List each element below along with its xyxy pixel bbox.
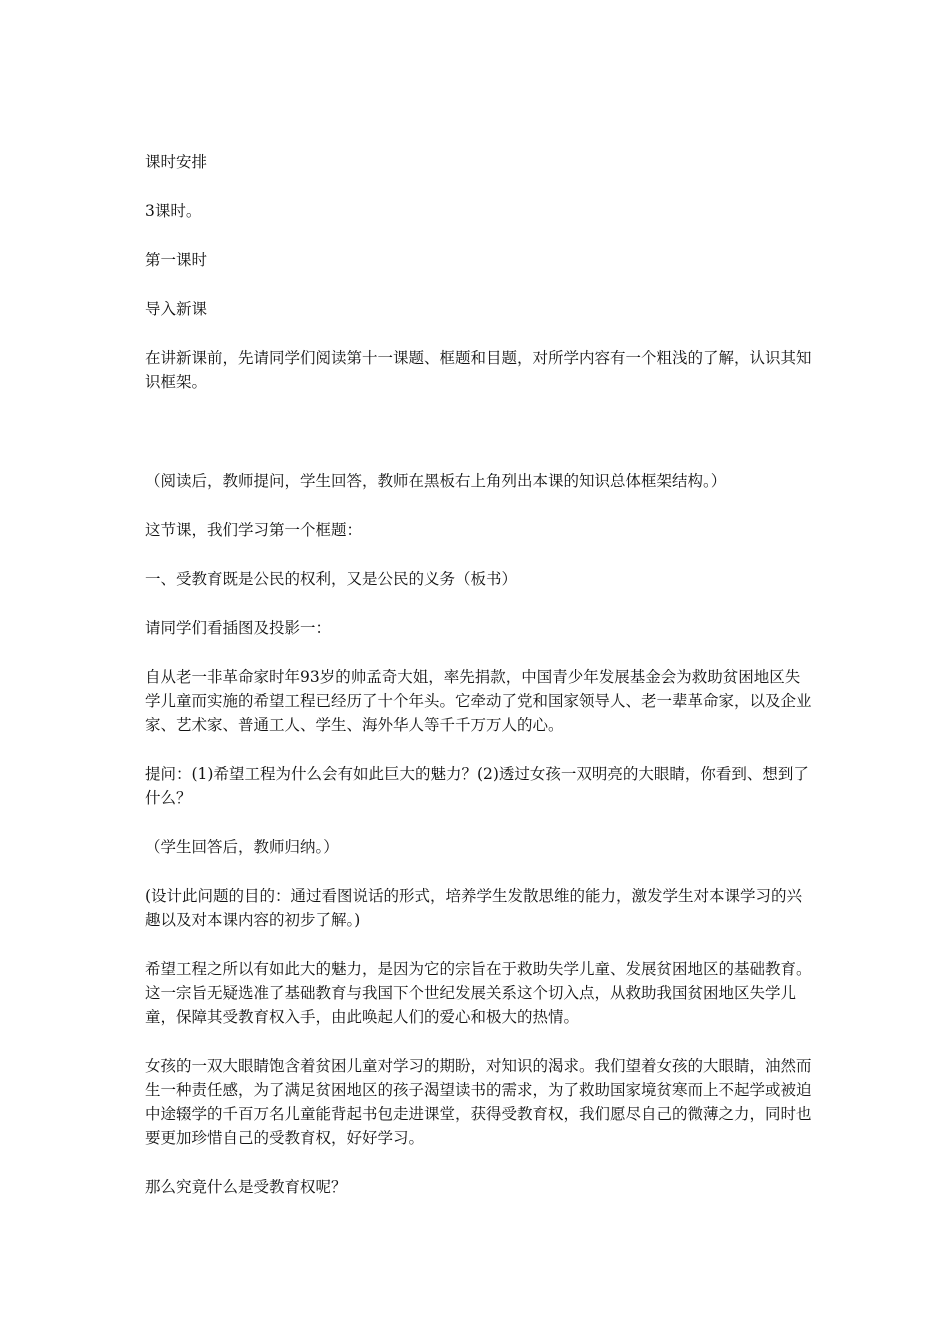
paragraph-intro: 在讲新课前，先请同学们阅读第十一课题、框题和目题，对所学内容有一个粗浅的了解，认识其知识框架。 (145, 349, 812, 391)
blank-spacer (145, 419, 813, 469)
paragraph-hours: 3课时。 (145, 202, 202, 220)
paragraph-reading-note: （阅读后，教师提问，学生回答，教师在黑板右上角列出本课的知识总体框架结构。） (145, 472, 727, 490)
paragraph-teacher-summary: （学生回答后，教师归纳。） (145, 838, 339, 856)
paragraph-questions: 提问：(1)希望工程为什么会有如此巨大的魅力？(2)透过女孩一双明亮的大眼睛，你看到、想到了什么？ (145, 765, 809, 807)
paragraph-hope-charm: 希望工程之所以有如此大的魅力，是因为它的宗旨在于救助失学儿童、发展贫困地区的基础教育。这一宗旨无疑选准了基础教育与我国下个世纪发展关系这个切入点，从救助我国贫困地区失学儿童，保障其受教育权入手，由此唤起人们的爱心和极大的热情。 (145, 960, 812, 1026)
paragraph-girl-eyes: 女孩的一双大眼睛饱含着贫困儿童对学习的期盼，对知识的渴求。我们望着女孩的大眼睛，油然而生一种责任感，为了满足贫困地区的孩子渴望读书的需求，为了救助国家境贫寒而上不起学或被迫中途辍学的千百万名儿童能背起书包走进课堂，获得受教育权，我们愿尽自己的微薄之力，同时也要更加珍惜自己的受教育权，好好学习。 (145, 1057, 812, 1147)
section-heading-schedule: 课时安排 (145, 153, 208, 171)
paragraph-this-lesson: 这节课，我们学习第一个框题： (145, 521, 363, 539)
section-heading-first-lesson: 第一课时 (145, 251, 208, 269)
document-body (145, 150, 813, 1224)
section-heading-intro: 导入新课 (145, 300, 208, 318)
paragraph-look-illustration: 请同学们看插图及投影一： (145, 619, 332, 637)
paragraph-design-purpose: (设计此问题的目的：通过看图说话的形式，培养学生发散思维的能力，激发学生对本课学习的兴趣以及对本课内容的初步了解。) (145, 887, 803, 929)
paragraph-frame-title: 一、受教育既是公民的权利，又是公民的义务（板书） (145, 570, 518, 588)
paragraph-closing-question: 那么究竟什么是受教育权呢？ (145, 1178, 347, 1196)
paragraph-hope-project: 自从老一非革命家时年93岁的帅孟奇大姐，率先捐款，中国青少年发展基金会为救助贫困地区失学儿童而实施的希望工程已经历了十个年头。它牵动了党和国家领导人、老一辈革命家，以及企业家、艺术家、普通工人、学生、海外华人等千千万万人的心。 (145, 668, 812, 734)
